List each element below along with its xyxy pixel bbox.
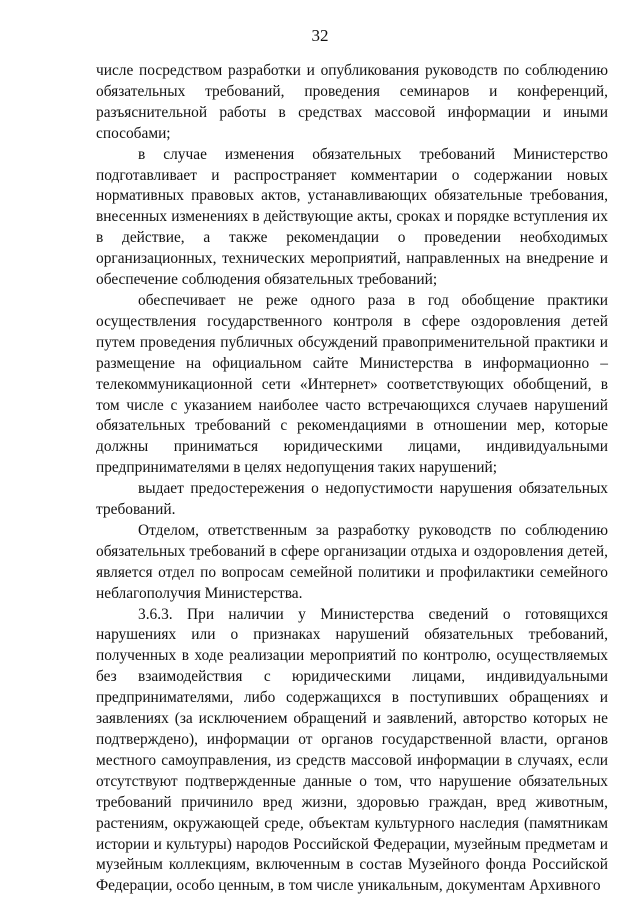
paragraph-warnings: выдает предостережения о недопустимости нарушения обязательных требований. — [96, 480, 608, 519]
paragraph-practice-summary: обеспечивает не реже одного раза в год обобщение практики осуществления государственного контроля в сфере оздоровления детей путем проведения публичных обсуждений правоприменительной практики и размещение на официальном сайте Министерства в информационно – телекоммуникационной сети «Интернет» соответствующих обобщений, в том числе с указанием наиболее часто встречающихся случаев нарушений обязательных требований с рекомендациями в отношении мер, которые должны приниматься юридическими лицами, индивидуальными предпринимателями в целях недопущения таких нарушений; — [96, 291, 608, 477]
document-body — [96, 61, 608, 897]
paragraph-continuation: числе посредством разработки и опубликования руководств по соблюдению обязательных требований, проведения семинаров и конференций, разъяснительной работы в средствах массовой информации и иными способами; — [96, 62, 608, 142]
paragraph-amendments-commentary: в случае изменения обязательных требований Министерство подготавливает и распространяет комментарии о содержании новых нормативных правовых актов, устанавливающих обязательные требования, внесенных изменениях в действующие акты, сроках и порядке вступления их в действие, а также рекомендации о проведении необходимых организационных, технических мероприятий, направленных на внедрение и обеспечение соблюдения обязательных требований; — [96, 145, 608, 289]
paragraph-section-3-6-3: 3.6.3. При наличии у Министерства сведений о готовящихся нарушениях или о признаках нарушений обязательных требований, полученных в ходе реализации мероприятий по контролю, осуществляемых без взаимодействия с юридическими лицами, индивидуальными предпринимателями, либо содержащихся в поступивших обращениях и заявлениях (за исключением обращений и заявлений, авторство которых не подтверждено), информации от органов государственной власти, органов местного самоуправления, из средств массовой информации в случаях, если отсутствуют подтвержденные данные о том, что нарушение обязательных требований причинило вред жизни, здоровью граждан, вред животным, растениям, окружающей среде, объектам культурного наследия (памятникам истории и культуры) народов Российской Федерации, музейным предметам и музейным коллекциям, включенным в состав Музейного фонда Российской Федерации, особо ценным, в том числе уникальным, документам Архивного — [96, 605, 608, 895]
paragraph-responsible-department: Отделом, ответственным за разработку руководств по соблюдению обязательных требований в сфере организации отдыха и оздоровления детей, является отдел по вопросам семейной политики и профилактики семейного неблагополучия Министерства. — [96, 521, 608, 602]
page-number: 32 — [311, 26, 329, 45]
